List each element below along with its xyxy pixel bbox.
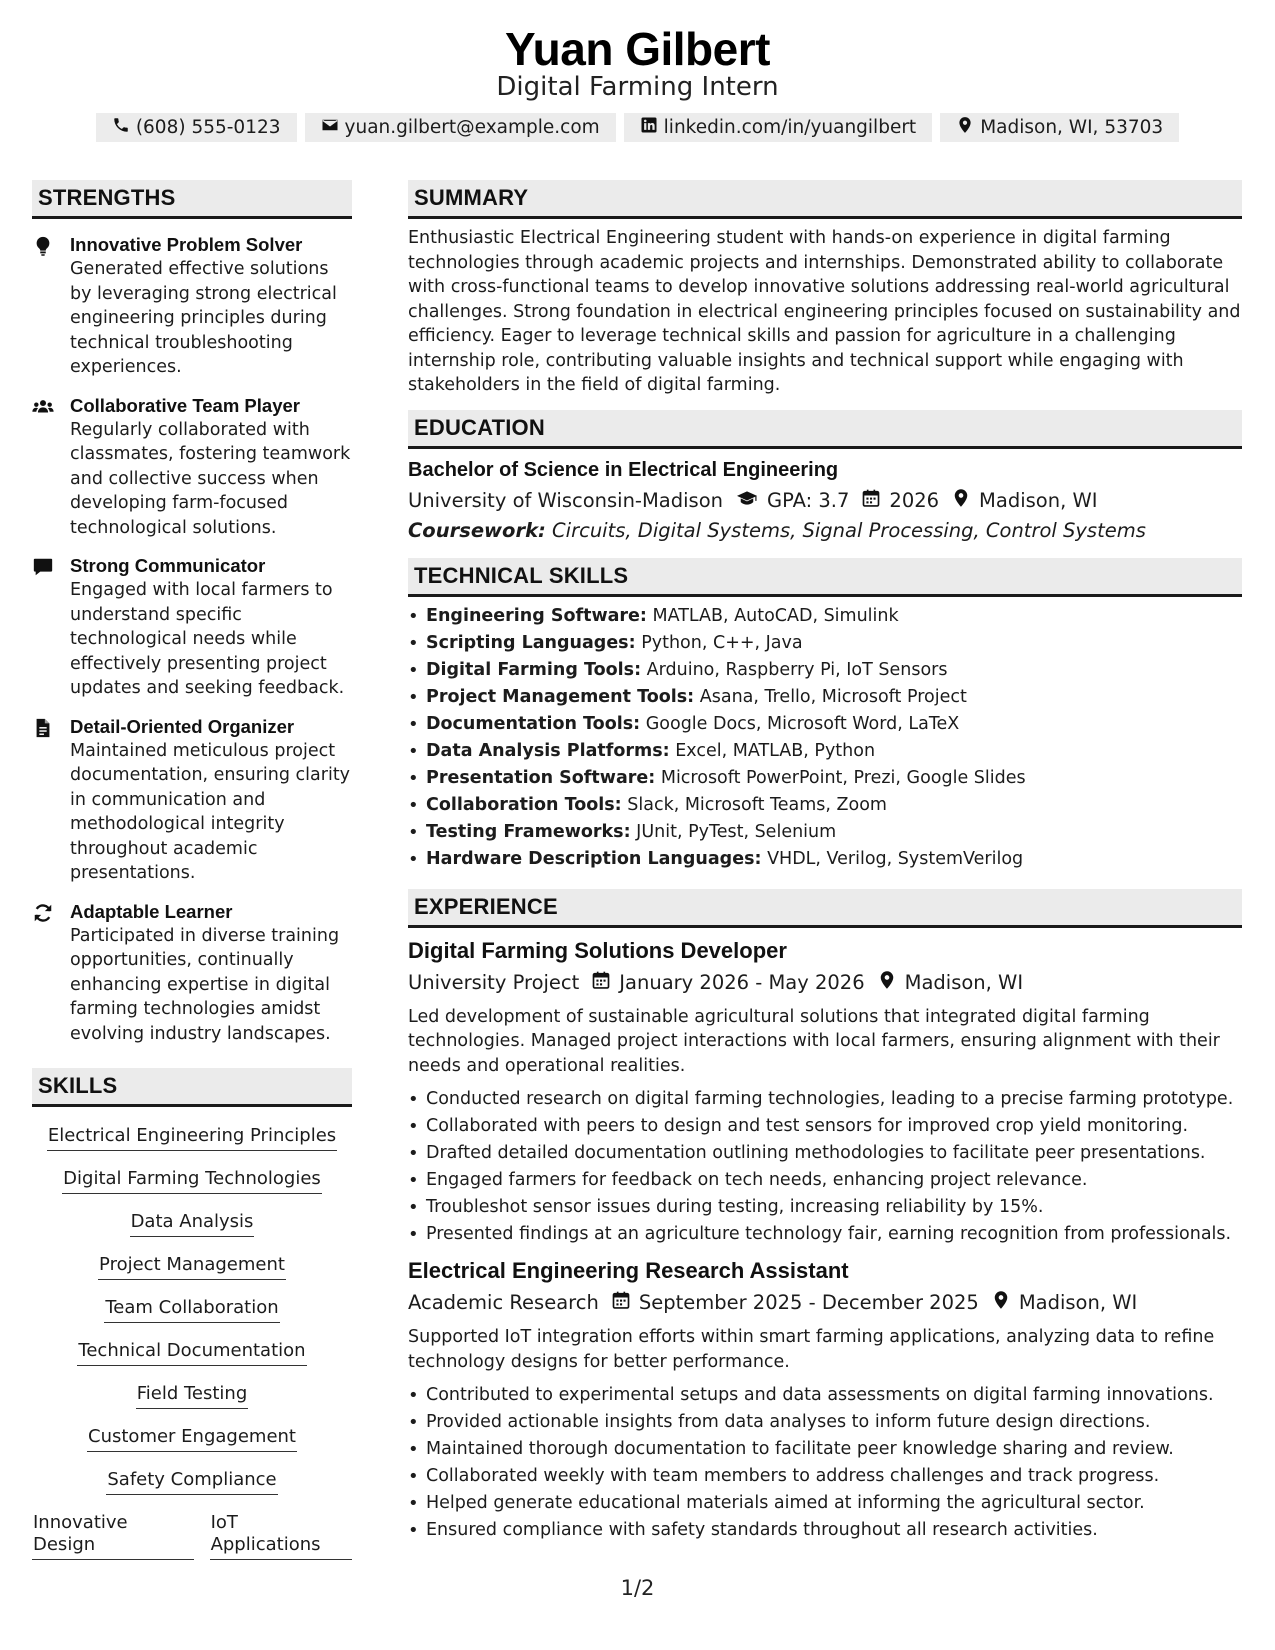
graduation-year: 2026	[889, 488, 940, 512]
skill-tag: IoT Applications	[210, 1508, 352, 1560]
skills-heading: SKILLS	[32, 1068, 352, 1107]
strengths-heading: STRENGTHS	[32, 180, 352, 219]
skill-values: MATLAB, AutoCAD, Simulink	[652, 605, 899, 626]
list-item	[408, 792, 1242, 819]
skill-tag: Data Analysis	[130, 1207, 255, 1237]
list-item: • Provided actionable insights from data analyses to inform future design directions.	[408, 1409, 1242, 1436]
summary-heading: SUMMARY	[408, 180, 1242, 219]
skill-category: Hardware Description Languages:	[426, 848, 762, 869]
map-marker-icon	[956, 116, 974, 139]
strength-title: Innovative Problem Solver	[70, 234, 303, 255]
skill-category: Collaboration Tools:	[426, 794, 622, 815]
contact-text: linkedin.com/in/yuangilbert	[663, 117, 917, 138]
coursework-list: Circuits, Digital Systems, Signal Processing, Control Systems	[552, 518, 1146, 542]
skill-values: Arduino, Raspberry Pi, IoT Sensors	[646, 659, 948, 680]
skill-category: Digital Farming Tools:	[426, 659, 642, 680]
skill-values: Microsoft PowerPoint, Prezi, Google Slides	[660, 767, 1026, 788]
calendar-icon	[579, 970, 619, 995]
contact-text: (608) 555-0123	[135, 117, 281, 138]
list-item	[408, 846, 1242, 873]
candidate-name: Yuan Gilbert	[505, 23, 770, 75]
strength-desc: Participated in diverse training opportunities, continually enhancing expertise in digital farming technologies amidst evolving industry landscapes.	[70, 925, 340, 1044]
list-item: • Presented findings at an agriculture technology fair, earning recognition from professionals.	[408, 1221, 1242, 1248]
job-bullets	[408, 1382, 1242, 1544]
skill-values: Excel, MATLAB, Python	[675, 740, 876, 761]
right-column	[408, 180, 1242, 1544]
file-icon	[32, 715, 70, 886]
contact-email[interactable]	[305, 113, 616, 142]
strength-item	[32, 900, 352, 1047]
comment-icon	[32, 554, 70, 701]
job-description: Supported IoT integration efforts within smart farming applications, analyzing data to refine technology designs for better performance.	[408, 1327, 1215, 1372]
skill-category: Project Management Tools:	[426, 686, 695, 707]
calendar-icon	[599, 1290, 639, 1315]
strength-title: Strong Communicator	[70, 555, 266, 576]
list-item: • Helped generate educational materials aimed at informing the agricultural sector.	[408, 1490, 1242, 1517]
skill-values: Asana, Trello, Microsoft Project	[699, 686, 967, 707]
skill-values: Slack, Microsoft Teams, Zoom	[627, 794, 887, 815]
list-item: • Collaborated weekly with team members to address challenges and track progress.	[408, 1463, 1242, 1490]
school-name: University of Wisconsin-Madison	[408, 488, 723, 512]
job-meta	[408, 970, 1242, 995]
list-item	[408, 711, 1242, 738]
job-dates: September 2025 - December 2025	[638, 1291, 979, 1314]
skill-tag: Team Collaboration	[104, 1293, 279, 1323]
skill-category: Data Analysis Platforms:	[426, 740, 670, 761]
map-marker-icon	[939, 488, 979, 513]
school-location: Madison, WI	[979, 488, 1098, 512]
skill-tag: Electrical Engineering Principles	[47, 1121, 337, 1151]
coursework-label: Coursework:	[408, 518, 546, 542]
summary-text: Enthusiastic Electrical Engineering student with hands-on experience in digital farming technologies through academic projects and internships. Demonstrated ability to collaborate with cross-functional teams to develop innovative solutions addressing real-world agricultural challenges. Strong foundation in electrical engineering principles focused on sustainability and efficiency. Eager to leverage technical skills and passion for agriculture in a challenging internship role, contributing valuable insights and technical support while engaging with stakeholders in the field of digital farming.	[408, 228, 1241, 395]
skill-values: Python, C++, Java	[641, 632, 803, 653]
list-item	[408, 630, 1242, 657]
list-item: • Conducted research on digital farming technologies, leading to a precise farming prototype.	[408, 1086, 1242, 1113]
job-org: University Project	[408, 970, 580, 994]
skill-tag: Field Testing	[136, 1379, 249, 1409]
calendar-icon	[849, 488, 889, 513]
contact-bar	[0, 113, 1275, 142]
list-item: • Engaged farmers for feedback on tech needs, enhancing project relevance.	[408, 1167, 1242, 1194]
contact-location	[940, 113, 1179, 142]
list-item	[408, 819, 1242, 846]
strength-title: Adaptable Learner	[70, 900, 233, 922]
strength-desc: Maintained meticulous project documentation, ensuring clarity in communication and methodological integrity throughout academic presentations.	[70, 740, 351, 883]
page-number: 1/2	[620, 1576, 655, 1600]
skill-values: JUnit, PyTest, Selenium	[636, 821, 837, 842]
contact-text: Madison, WI, 53703	[980, 117, 1164, 138]
contact-text: yuan.gilbert@example.com	[344, 117, 600, 138]
skill-tag: Digital Farming Technologies	[62, 1164, 322, 1194]
job-title: Digital Farming Solutions Developer	[408, 937, 787, 963]
list-item: • Ensured compliance with safety standards throughout all research activities.	[408, 1517, 1242, 1544]
education-heading: EDUCATION	[408, 410, 1242, 449]
job-location: Madison, WI	[904, 970, 1024, 994]
experience-heading: EXPERIENCE	[408, 889, 1242, 928]
job-dates: January 2026 - May 2026	[619, 970, 865, 994]
strength-desc: Regularly collaborated with classmates, fostering teamwork and collective success when developing farm-focused technological solutions.	[70, 419, 351, 538]
users-icon	[32, 394, 70, 541]
education-meta	[408, 488, 1242, 513]
candidate-role: Digital Farming Intern	[496, 72, 779, 102]
skill-category: Engineering Software:	[426, 605, 647, 626]
technical-skills-list	[408, 603, 1242, 873]
skill-category: Testing Frameworks:	[426, 821, 631, 842]
technical-skills-heading: TECHNICAL SKILLS	[408, 558, 1242, 597]
skill-tag: Project Management	[98, 1250, 286, 1280]
map-marker-icon	[979, 1290, 1019, 1315]
skill-category: Scripting Languages:	[426, 632, 636, 653]
contact-phone[interactable]	[96, 113, 297, 142]
job-bullets	[408, 1086, 1242, 1248]
skills-list	[32, 1121, 352, 1573]
job-description: Led development of sustainable agricultural solutions that integrated digital farming technologies. Managed project interactions with local farmers, ensuring alignment with their needs and operational realities.	[408, 1006, 1220, 1076]
skill-values: Google Docs, Microsoft Word, LaTeX	[645, 713, 960, 734]
job-title: Electrical Engineering Research Assistant	[408, 1258, 849, 1283]
contact-linkedin[interactable]	[624, 113, 933, 142]
list-item	[408, 684, 1242, 711]
list-item: • Drafted detailed documentation outlining methodologies to facilitate peer presentations.	[408, 1140, 1242, 1167]
skill-category: Presentation Software:	[426, 767, 656, 788]
job-entry	[408, 1258, 1242, 1544]
strength-item	[32, 715, 352, 886]
lightbulb-icon	[32, 233, 70, 380]
strength-item	[32, 554, 352, 701]
job-org: Academic Research	[408, 1291, 599, 1314]
map-marker-icon	[865, 970, 905, 995]
list-item: • Collaborated with peers to design and test sensors for improved crop yield monitoring.	[408, 1113, 1242, 1140]
skill-tag: Customer Engagement	[87, 1422, 297, 1452]
skill-values: VHDL, Verilog, SystemVerilog	[767, 848, 1024, 869]
list-item	[408, 603, 1242, 630]
sync-icon	[32, 900, 70, 1047]
strength-title: Detail-Oriented Organizer	[70, 715, 295, 737]
list-item	[408, 657, 1242, 684]
list-item: • Troubleshot sensor issues during testing, increasing reliability by 15%.	[408, 1194, 1242, 1221]
skill-tag: Technical Documentation	[77, 1336, 306, 1366]
gpa: GPA: 3.7	[767, 488, 850, 512]
list-item	[408, 765, 1242, 792]
strength-desc: Engaged with local farmers to understand specific technological needs while effectively presenting project updates and seeking feedback.	[70, 580, 345, 698]
skill-category: Documentation Tools:	[426, 713, 641, 734]
degree-title: Bachelor of Science in Electrical Engineering	[408, 458, 839, 481]
job-meta	[408, 1290, 1242, 1315]
skill-tag: Innovative Design	[32, 1508, 194, 1560]
left-column	[32, 180, 352, 1573]
graduation-cap-icon	[723, 488, 767, 513]
list-item: • Contributed to experimental setups and data assessments on digital farming innovations.	[408, 1382, 1242, 1409]
list-item: • Maintained thorough documentation to facilitate peer knowledge sharing and review.	[408, 1436, 1242, 1463]
coursework	[408, 519, 1242, 542]
strength-item	[32, 394, 352, 541]
skill-tag: Safety Compliance	[106, 1465, 277, 1495]
strength-desc: Generated effective solutions by leveraging strong electrical engineering principles during technical troubleshooting experiences.	[70, 259, 337, 377]
list-item	[408, 738, 1242, 765]
linkedin-icon	[640, 116, 658, 139]
job-location: Madison, WI	[1018, 1291, 1138, 1314]
strength-item	[32, 233, 352, 380]
job-entry	[408, 938, 1242, 1249]
envelope-icon	[321, 116, 339, 139]
phone-icon	[112, 116, 130, 139]
strength-title: Collaborative Team Player	[70, 394, 300, 416]
